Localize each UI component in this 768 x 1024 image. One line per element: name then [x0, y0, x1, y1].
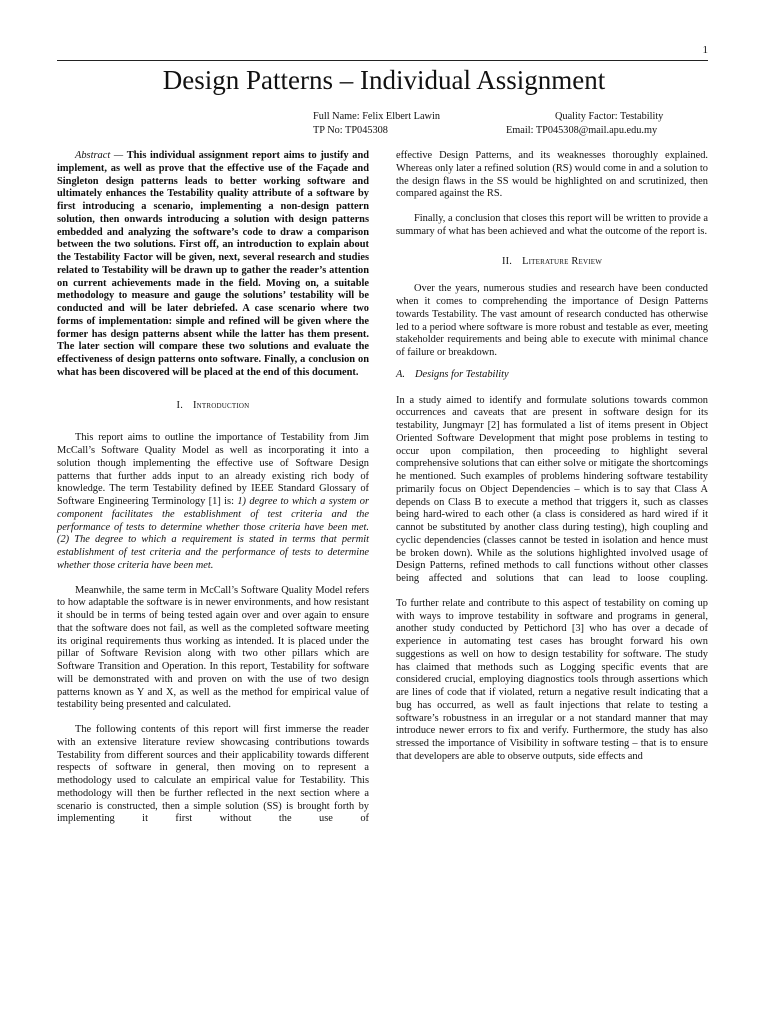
- subsection-title: Designs for Testability: [414, 368, 509, 380]
- intro-paragraph-1: [57, 432, 369, 572]
- intro-paragraph-3: [57, 724, 369, 826]
- page-number: 1: [702, 44, 708, 56]
- quality-factor: Quality Factor: Testability: [555, 111, 664, 122]
- section-number: II.: [501, 255, 513, 267]
- lit-paragraph-1: Over the years, numerous studies and research have been conducted when it comes to comprehending the importance of Design Patterns towards Testability. The vast amount of research conducted has otherwise led to a period where software is more robust and testable as ever, meeting stakeholder requirements and being able to execute with minimal chance of failure or breakdown.: [396, 283, 708, 358]
- paragraph-gap: [396, 201, 708, 213]
- intro-paragraph-2: Meanwhile, the same term in McCall’s Software Quality Model refers to how adaptable the software is in newer environments, and how resistant it should be in terms of being tested again over and over again to ensure that the software does not fail, as well as the completed software meeting its original requirements thus working as intended. It is placed under the pillar of Software Revision along with two other pillars which are Software Transition and Operation. In this report, Testability for software will be demonstrated with and proven on with the use of two design patterns known as Y and X, as well as the method for empirical value of testability being presented and calculated.: [57, 584, 369, 711]
- subsection-heading-designs-for-testability: [396, 369, 708, 382]
- abstract-body: This individual assignment report aims to justify and implement, as well as prove that the effective use of the Façade and Singleton design patterns leads to better working software and ultimately enhances the Testability quality attribute of a software by first introducing a scenario, implementing a non-design pattern solution, then onwards introducing a solution with design patterns embedded and analyzing the software’s code to draw a comparison between the two solutions. First off, an introduction to explain about the Testability Factor will be given, next, several research and studies related to Testability will be drawn up to gather the reader’s attention on current achievements made in the field. Moving on, a suitable methodology to measure and gauge the solutions’ testability will be conducted and will be later debriefed. A case scenario where two forms of implementation: simple and refined will be given where the former has design patterns absent while the latter has them present. The later section will compare these two solutions and evaluate the effectiveness of design patterns onto software. Finally, a conclusion on what has been discovered will be placed at the end of this document.: [57, 150, 369, 378]
- paragraph-gap: [396, 586, 708, 598]
- left-column: [57, 150, 369, 826]
- intro-paragraph-3-continued: effective Design Patterns, and its weaknesses thoroughly explained. Whereas only later a refined solution (RS) would come in and a solution to the design flaws in the SS would be highlighted on and scrutinized, then compared against the RS.: [396, 150, 708, 200]
- author-name: Full Name: Felix Elbert Lawin: [313, 111, 440, 122]
- lit-paragraph-3: To further relate and contribute to this aspect of testability on coming up with ways to improve testability in software and programs in general, another study conducted by Pettichord [3] who has over a decade of experience in automating test cases has brought forward his own suggestions as well on how to design testability for software. The study has claimed that methods such as Logging specific events that are considered crucial, employing diagnostics tools through assertions which are lines of code that if violated, return a negative result indicating that a bug has occurred, as well as fault injections that relate to testing a software’s robustness in an irregular or a not standard manner that may introduce newer errors to fix and verify. Furthermore, the study has also stressed the importance of Visibility in software testing – that is to ensure that developers are able to observe outputs, side effects and: [396, 597, 708, 762]
- intro-paragraph-1-text: This report aims to outline the importance of Testability from Jim McCall’s Software Quality Model as well as incorporating it into a solution though implementing the effective use of Software Design patterns that further adds input to an already existing rich body of knowledge. The term Testability defined by IEEE Standard Glossary of Software Engineering Terminology [1] is:: [57, 432, 369, 507]
- paragraph-gap: [57, 573, 369, 585]
- section-number: I.: [176, 399, 184, 411]
- ieee-definition-quote: 1) degree to which a system or component facilitates the establishment of test criteria and the performance of tests to determine whether those criteria have been met. (2) The degree to which a requirement is stated in terms that permit establishment of test criteria and the performance of tests to determine whether those criteria have been met.: [57, 496, 369, 571]
- lit-paragraph-2: In a study aimed to identify and formulate solutions towards common occurrences and caveats that are present in software design for its testability, Jungmayr [2] has formulated a list of items present in Object Oriented Software Development that might pose problems in testing to occur upon compilation, then proceeding to highlight several comprehensive solutions that can either solve or mitigate the shortcomings he mentioned. Such examples of problems hindering software testability primarily focus on Object Dependencies – which is to say that Class A depends on Class B to execute a method that triggers it, such as classes being hard-wired to each other (a class is considered as hard wired if it cannot be substituted by another class during testing), high coupling and cyclic dependencies (classes cannot be tested in isolation and hence must be broken down). While as the solutions highlighted involved usage of Design Patterns, refined methods to call functions without other classes being affected and solutions that can lead to loose coupling.: [396, 394, 708, 584]
- section-heading-literature-review: [396, 256, 708, 269]
- paragraph-gap: [57, 712, 369, 724]
- intro-paragraph-4: Finally, a conclusion that closes this report will be written to provide a summary of what has been achieved and what the outcome of the report is.: [396, 213, 708, 237]
- section-heading-introduction: [57, 400, 369, 413]
- intro-paragraph-3-text: The following contents of this report will first immerse the reader with an extensive literature review showcasing contributions towards Testability from different sources and their applicability towards different respects of software in general, then moving on to represent a methodology used to calculate an empirical value for Testability. This methodology will then be further reflected in the next section where a scenario is constructed, then a simple solution (SS) is brought forth by implementing it first without the use of: [57, 724, 369, 825]
- abstract-label: Abstract: [75, 150, 111, 161]
- author-email: Email: TP045308@mail.apu.edu.my: [506, 125, 658, 136]
- abstract: [57, 150, 369, 380]
- tp-number: TP No: TP045308: [313, 125, 388, 136]
- subsection-number: A.: [396, 368, 405, 380]
- section-title: Introduction: [193, 399, 250, 411]
- right-column: [396, 150, 708, 764]
- abstract-dash: —: [110, 150, 127, 161]
- section-title: Literature Review: [522, 255, 603, 267]
- paper-title: Design Patterns – Individual Assignment: [162, 65, 606, 95]
